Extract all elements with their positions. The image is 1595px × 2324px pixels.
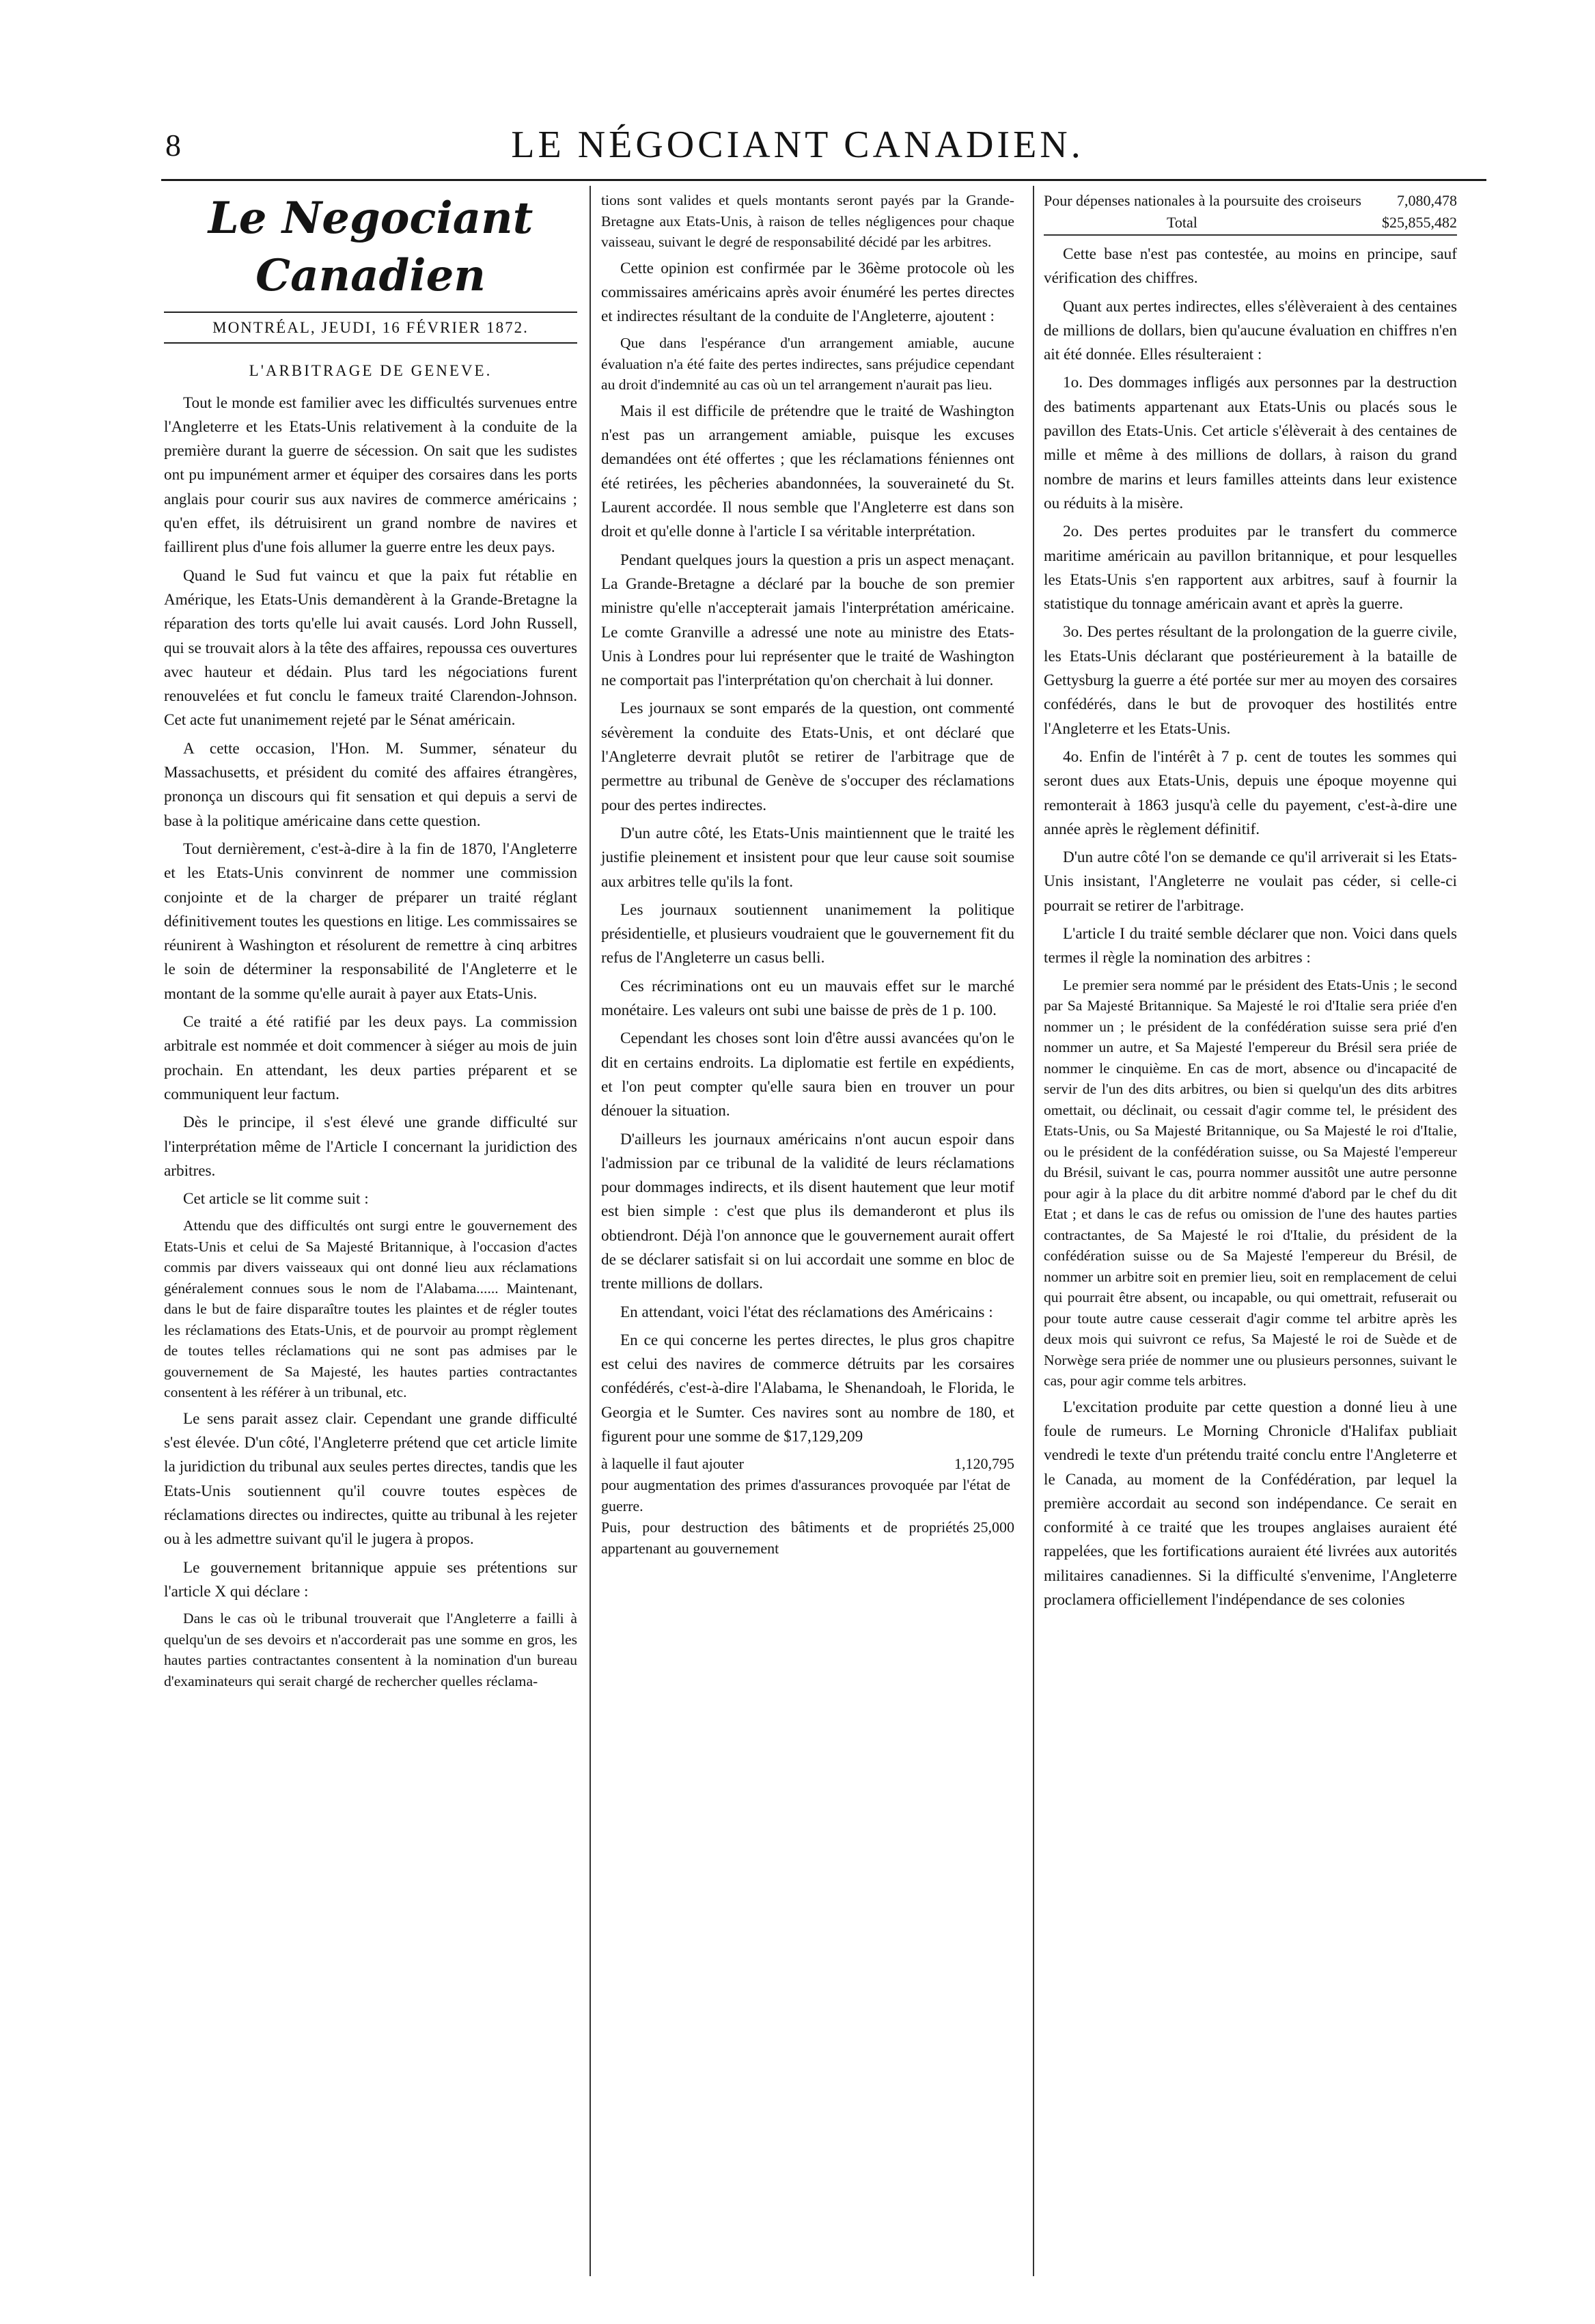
header-rule	[161, 179, 1486, 181]
treaty-quote: Attendu que des difficultés ont surgi entre le gouvernement des Etats-Unis et celui de Sa Majesté Britannique, à l'occasion d'actes commis par divers vaisseaux qui ont donné lieu aux réclamations généralement connues sous le nom de l'Alabama...... Maintenant, dans le but de faire disparaître toutes les plaintes et de régler toutes les réclamations des Etats-Unis, et de pourvoir au prompt règlement de toutes telles réclamations qui ne sont pas admises par le gouvernement de Sa Majesté, les hautes parties contractantes consentent à les référer à un tribunal, etc.	[164, 1217, 577, 1401]
paragraph: Ces récriminations ont eu un mauvais effet sur le marché monétaire. Les valeurs ont subi une baisse de près de 1 p. 100.	[601, 977, 1014, 1020]
paragraph: Le gouvernement britannique appuie ses prétentions sur l'article X qui déclare :	[164, 1558, 577, 1601]
masthead: Le Negociant Canadien	[208, 193, 533, 301]
treaty-quote-continued: tions sont valides et quels montants seront payés par la Grande-Bretagne aux Etats-Unis, à raison de telles négligences pour chaque vaisseau, suivant le degré de responsabilité décidé par les arbitres.	[601, 192, 1014, 250]
paragraph: L'excitation produite par cette question a donné lieu à une foule de rumeurs. Le Morning Chronicle d'Halifax publiait vendredi le texte d'un prétendu traité conclu entre l'Angleterre et le Canada, au moment de la Confédération, par lequel la première accordait au second son indépendance. Ce serait en conformité à ce traité que les troupes anglaises auraient été rappelées, que les fortifications auraient été livrées aux autorités militaires canadiennes. Si la difficulté s'envenime, l'Angleterre proclamera officiellement l'indépendance de ses colonies	[1044, 1398, 1457, 1609]
claim-entry	[601, 1453, 1014, 1474]
protocol-quote: Que dans l'espérance d'un arrangement amiable, aucune évaluation n'a été faite des pertes indirectes, sans préjudice cependant au droit d'indemnité au cas où un tel arrangement n'aurait pas lieu.	[601, 335, 1014, 393]
paragraph: Mais il est difficile de prétendre que le traité de Washington n'est pas un arrangement amiable, puisque les excuses demandées ont été offertes ; que les réclamations féniennes ont été retirées, les pêcheries abandonnées, la souveraineté du St. Laurent accordée. Il nous semble que l'Angleterre est dans son droit et qu'elle donne à l'article I sa véritable interprétation.	[601, 402, 1014, 541]
article-headline: L'ARBITRAGE DE GENEVE.	[249, 362, 493, 380]
claim-label: pour augmentation des primes d'assurances provoquée par l'état de guerre.	[601, 1476, 1010, 1515]
paragraph: 1o. Des dommages infligés aux personnes par la destruction des batiments appartenant aux Etats-Unis ou placés sous le pavillon des Etats-Unis. Cet article s'élèverait à des centaines de mille et même à des millions de dollars, à raison du grand nombre de marins et leurs familles atteints dans leur existence ou réduits à la misère.	[1044, 374, 1457, 512]
running-title: LE NÉGOCIANT CANADIEN.	[511, 124, 1084, 166]
paragraph: Dès le principe, il s'est élevé une grande difficulté sur l'interprétation même de l'Article I concernant la juridiction des arbitres.	[164, 1113, 577, 1180]
claim-entry	[601, 1517, 1014, 1559]
paragraph: 2o. Des pertes produites par le transfert du commerce maritime américain au pavillon britannique, et pour lesquelles les Etats-Unis s'en rapportent aux arbitres, sauf à fournir la statistique du tonnage américain avant et après la guerre.	[1044, 523, 1457, 613]
claim-label: Pour dépenses nationales à la poursuite des croiseurs	[1044, 192, 1361, 209]
column-divider	[590, 186, 591, 2276]
claim-amount: 25,000	[973, 1519, 1014, 1536]
page-number: 8	[165, 128, 181, 163]
paragraph: Ce traité a été ratifié par les deux pays. La commission arbitrale est nommée et doit commencer à siéger au mois de juin prochain. En attendant, les deux parties préparent et se communiquent leur factum.	[164, 1013, 577, 1103]
paragraph: Cet article se lit comme suit :	[183, 1190, 369, 1208]
paragraph: A cette occasion, l'Hon. M. Summer, sénateur du Massachusetts, et président du comité des affaires étrangères, prononça un discours qui fit sensation et qui depuis a servi de base à la politique américaine dans cette question.	[164, 739, 577, 830]
paragraph: Quand le Sud fut vaincu et que la paix fut rétablie en Amérique, les Etats-Unis demandèrent à la Grande-Bretagne la réparation des torts qu'elle lui avait causés. Lord John Russell, qui se trouvait alors à la tête des affaires, repoussa ces ouvertures avec hauteur et dédain. Plus tard les négociations furent renouvelées et fut conclu le fameux traité Clarendon-Johnson. Cet acte fut unanimement rejeté par le Sénat américain.	[164, 566, 577, 730]
paragraph: Tout dernièrement, c'est-à-dire à la fin de 1870, l'Angleterre et les Etats-Unis convinrent de nommer une commission conjointe et de la charger de préparer un traité réglant définitivement toutes les questions en litige. Les commissaires se réunirent à Washington et résolurent de remettre à cinq arbitres le soin de déterminer la responsabilité de l'Angleterre et le montant de la somme qu'elle aurait à payer aux Etats-Unis.	[164, 840, 577, 1003]
column-2	[601, 190, 1014, 1559]
paragraph: Cette opinion est confirmée par le 36ème protocole où les commissaires américains après avoir énuméré les pertes directes et indirectes résultant de la conduite de l'Angleterre, ajoutent :	[601, 259, 1014, 326]
paragraph: D'ailleurs les journaux américains n'ont aucun espoir dans l'admission par ce tribunal de la validité de leurs réclamations pour dommages indirects, et ils disent hautement que leur motif est bien simple : c'est que plus ils demanderont et plus ils obtiendront. Déjà l'on annonce que le gouvernement aurait offert de se déclarer satisfait si on lui accordait une somme en bloc de trente millions de dollars.	[601, 1130, 1014, 1293]
paragraph: Tout le monde est familier avec les difficultés survenues entre l'Angleterre et les Etats-Unis relativement à la conduite de la première durant la guerre de sécession. On sait que les sudistes ont pu impunément armer et équiper des corsaires dans les ports anglais pour courir sus aux navires de commerce américains ; qu'en effet, ils détruisirent un grand nombre de navires et faillirent plus d'une fois allumer la guerre entre les deux pays.	[164, 393, 577, 557]
column-3	[1044, 190, 1457, 1616]
claim-amount	[1010, 1474, 1014, 1517]
paragraph: D'un autre côté, les Etats-Unis maintiennent que le traité les justifie pleinement et insistent pour que leur cause soit soumise aux arbitres telle qu'ils la font.	[601, 824, 1014, 891]
paragraph: 4o. Enfin de l'intérêt à 7 p. cent de toutes les sommes qui seront dues aux Etats-Unis, depuis une époque moyenne qui remonterait à 1863 jusqu'à celle du payement, c'est-à-dire une année après le règlement définitif.	[1044, 747, 1457, 838]
claim-amount: 1,120,795	[954, 1455, 1014, 1473]
treaty-quote: Dans le cas où le tribunal trouverait que l'Angleterre a failli à quelqu'un de ses devoirs et n'accorderait pas une somme en gros, les hautes parties contractantes consentent à la nomination d'un bureau d'examinateurs qui serait chargé de rechercher quelles réclama-	[164, 1610, 577, 1689]
paragraph: Quant aux pertes indirectes, elles s'élèveraient à des centaines de millions de dollars, bien qu'aucune évaluation en chiffres n'en ait été donnée. Elles résulteraient :	[1044, 297, 1457, 364]
paragraph: Les journaux se sont emparés de la question, ont commenté sévèrement la conduite des Etats-Unis, et ont déclaré que l'Angleterre devrait plutôt se retirer de l'arbitrage que de permettre au tribunal de Genève de s'occuper des réclamations pour des pertes indirectes.	[601, 700, 1014, 814]
claim-entry	[1044, 190, 1457, 211]
claim-entry	[601, 1474, 1014, 1517]
paragraph: En attendant, voici l'état des réclamations des Américains :	[620, 1303, 993, 1321]
column-1	[164, 184, 577, 1696]
total-amount: $25,855,482	[1382, 214, 1457, 231]
paragraph: Pendant quelques jours la question a pris un aspect menaçant. La Grande-Bretagne a déclaré par la bouche de son premier ministre qu'elle n'accepterait jamais l'interprétation américaine. Le comte Granville a adressé une note au ministre des Etats-Unis à Londres pour lui représenter que le traité de Washington ne comportait pas l'interprétation qu'on cherchait à lui donner.	[601, 551, 1014, 690]
total-line	[1044, 211, 1457, 236]
paragraph: D'un autre côté l'on se demande ce qu'il arriverait si les Etats-Unis insistant, l'Angleterre ne voulait pas céder, si celle-ci pourrait se retirer de l'arbitrage.	[1044, 848, 1457, 915]
dateline: MONTRÉAL, JEUDI, 16 FÉVRIER 1872.	[164, 312, 577, 344]
claim-label: Puis, pour destruction des bâtiments et de propriétés appartenant au gouvernement	[601, 1519, 969, 1558]
paragraph: Cette base n'est pas contestée, au moins en principe, sauf vérification des chiffres.	[1044, 245, 1457, 288]
paragraph: 3o. Des pertes résultant de la prolongation de la guerre civile, les Etats-Unis déclarant que postérieurement à la bataille de Gettysburg la guerre a été portée sur mer au moyen des corsaires confédérés, dans le but de provoquer des hostilités entre l'Angleterre et les Etats-Unis.	[1044, 623, 1457, 738]
paragraph: L'article I du traité semble déclarer que non. Voici dans quels termes il règle la nomination des arbitres :	[1044, 925, 1457, 967]
claim-amount: 7,080,478	[1397, 192, 1457, 209]
column-divider	[1033, 186, 1034, 2276]
claim-label: à laquelle il faut ajouter	[601, 1455, 744, 1473]
paragraph: Cependant les choses sont loin d'être aussi avancées qu'on le dit en certains endroits. La diplomatie est fertile en expédients, et l'on peut compter qu'elle saura bien en trouver un pour dénouer la situation.	[601, 1029, 1014, 1120]
treaty-quote: Le premier sera nommé par le président des Etats-Unis ; le second par Sa Majesté Britannique. Sa Majesté le roi d'Italie sera priée d'en nommer un ; le président de la confédération suisse sera prié d'en nommer un autre, et Sa Majesté l'empereur du Brésil sera priée de nommer le cinquième. En cas de mort, absence ou d'incapacité de servir de l'un des dits arbitres, ou bien si quelqu'un des dits arbitres omettait, ou déclinait, ou cessait d'agir comme tel, le président des Etats-Unis, ou Sa Majesté Britannique, ou Sa Majesté le roi d'Italie, ou le président de la confédération suisse, ou Sa Majesté l'empereur du Brésil, suivant le cas, pourra nommer aussitôt une autre personne pour agir à la place du dit arbitre nommé d'abord par le chef du dit Etat ; et dans le cas de refus ou omission de l'une des hautes parties contractantes, de Sa Majesté le roi d'Italie, du président de la confédération suisse ou de Sa Majesté l'empereur du Brésil, de nommer un arbitre soit en premier lieu, soit en remplacement de celui qui pourrait être absent, ou incapable, ou qui omettrait, refuserait ou pour toute autre cause cesserait d'agir comme tel arbitre après les deux mois qui suivront ce refus, Sa Majesté le roi de Suède et de Norwège sera priée de nommer une ou plusieurs personnes, suivant le cas, pour agir comme tels arbitres.	[1044, 976, 1457, 1389]
total-label: Total	[1167, 214, 1197, 231]
paragraph: Les journaux soutiennent unanimement la politique présidentielle, et plusieurs voudraient que le gouvernement fit du refus de l'Angleterre un casus belli.	[601, 900, 1014, 967]
paragraph: En ce qui concerne les pertes directes, le plus gros chapitre est celui des navires de commerce détruits par les corsaires confédérés, c'est-à-dire l'Alabama, le Shenandoah, le Florida, le Georgia et le Sumter. Ces navires sont au nombre de 180, et figurent pour une somme de $17,129,209	[601, 1331, 1014, 1446]
paragraph: Le sens parait assez clair. Cependant une grande difficulté s'est élevée. D'un côté, l'Angleterre prétend que cet article limite la juridiction du tribunal aux seules pertes directes, tandis que les Etats-Unis soutiennent qu'il couvre toutes espèces de réclamations directes ou indirectes, quitte au tribunal à les rejeter ou à les admettre suivant qu'il le jugera à propos.	[164, 1409, 577, 1549]
